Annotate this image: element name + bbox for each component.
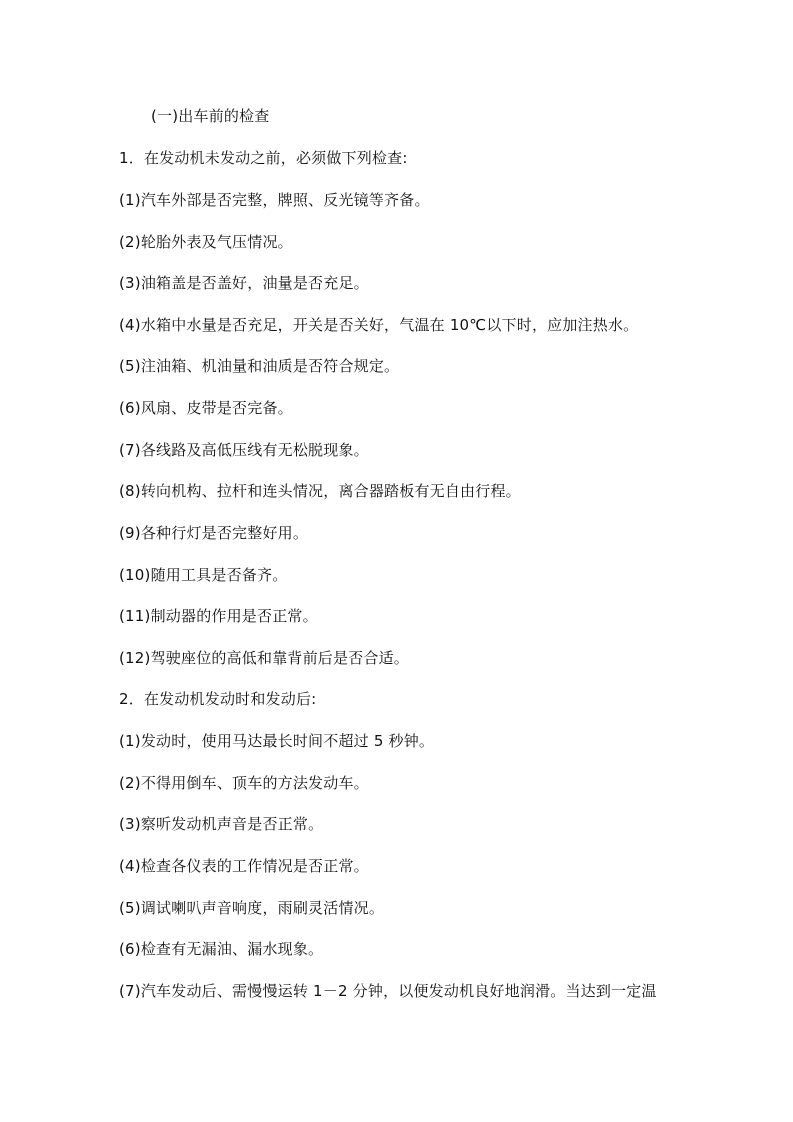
list-item: (3)油箱盖是否盖好，油量是否充足。 (119, 274, 369, 292)
list-item: (6)检查有无漏油、漏水现象。 (119, 940, 324, 958)
list-item: (2)轮胎外表及气压情况。 (119, 233, 293, 251)
list-item: (5)调试喇叭声音响度，雨刷灵活情况。 (119, 899, 385, 917)
list-item: (9)各种行灯是否完整好用。 (119, 524, 309, 542)
list-item: (8)转向机构、拉杆和连头情况，离合器踏板有无自由行程。 (119, 482, 521, 500)
list-item: (4)检查各仪表的工作情况是否正常。 (119, 857, 369, 875)
list-item: (5)注油箱、机油量和油质是否符合规定。 (119, 357, 400, 375)
list-item: (6)风扇、皮带是否完备。 (119, 399, 293, 417)
list-item: (10)随用工具是否备齐。 (119, 566, 288, 584)
list-item: (4)水箱中水量是否充足，开关是否关好，气温在 10℃以下时，应加注热水。 (119, 316, 639, 334)
list-item: (11)制动器的作用是否正常。 (119, 607, 318, 625)
list-item: (1)发动时，使用马达最长时间不超过 5 秒钟。 (119, 732, 435, 750)
list-item: (1)汽车外部是否完整，牌照、反光镜等齐备。 (119, 191, 430, 209)
list-item: (2)不得用倒车、顶车的方法发动车。 (119, 774, 369, 792)
list-item: (3)察听发动机声音是否正常。 (119, 815, 324, 833)
section2-title: 2．在发动机发动时和发动后: (119, 690, 317, 708)
section1-title: 1．在发动机未发动之前，必须做下列检查: (119, 149, 408, 167)
list-item: (7)汽车发动后、需慢慢运转 1－2 分钟，以便发动机良好地润滑。当达到一定温 (119, 982, 657, 1000)
list-item: (7)各线路及高低压线有无松脱现象。 (119, 441, 369, 459)
list-item: (12)驾驶座位的高低和靠背前后是否合适。 (119, 649, 409, 667)
section-heading: (一)出车前的检查 (151, 107, 270, 125)
